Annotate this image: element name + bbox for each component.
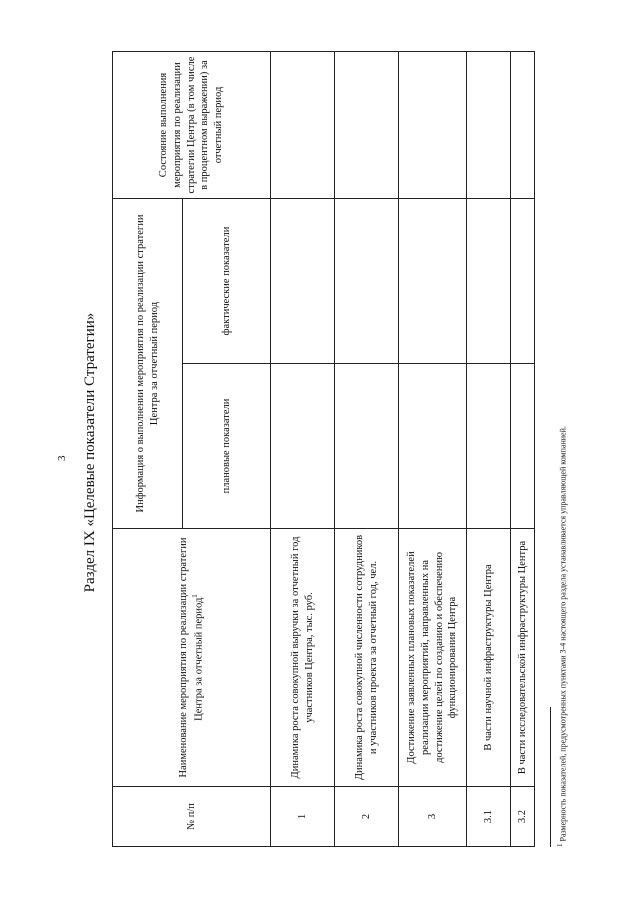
footnote-mark: 1 [556, 843, 564, 847]
footnote-divider [550, 707, 551, 847]
section-title: Раздел IX «Целевые показатели Стратегии» [82, 312, 98, 593]
row-planned [271, 364, 335, 529]
page-number: 3 [56, 455, 68, 461]
header-actual: фактические показатели [183, 199, 271, 364]
table-row [335, 52, 399, 847]
row-number: 2 [335, 787, 399, 847]
row-status [399, 52, 467, 199]
row-number: 3.1 [467, 787, 511, 847]
header-status: Состояние выполнения мероприятия по реализации стратегии Центра (в том числе в процентном выражении) за отчетный период [113, 52, 271, 199]
row-activity-name: Динамика роста совокупной выручки за отчетный год участников Центра, тыс. руб. [271, 529, 335, 787]
row-activity-name: Достижение заявленных плановых показателей реализации мероприятий, направленных на достижение целей по созданию и обеспечению функционирования Центра [399, 529, 467, 787]
row-status [271, 52, 335, 199]
row-number: 1 [271, 787, 335, 847]
table-header-row [113, 52, 183, 847]
footnote-ref: 1 [190, 594, 199, 598]
row-status [335, 52, 399, 199]
header-activity-name [113, 529, 271, 787]
header-activity-name-text: Наименование мероприятия по реализации стратегии Центра за отчетный период [177, 537, 205, 778]
table-row [271, 52, 335, 847]
row-activity-name: Динамика роста совокупной численности сотрудников и участников проекта за отчетный год, чел. [335, 529, 399, 787]
row-number: 3 [399, 787, 467, 847]
row-actual [511, 199, 535, 364]
table-row [399, 52, 467, 847]
table-row [511, 52, 535, 847]
header-number: № п/п [113, 787, 271, 847]
footnote [556, 67, 568, 847]
header-planned: плановые показатели [183, 364, 271, 529]
header-execution-info: Информация о выполнении мероприятия по реализации стратегии Центра за отчетный период [113, 199, 183, 529]
target-indicators-table [112, 51, 535, 847]
row-number: 3.2 [511, 787, 535, 847]
row-planned [467, 364, 511, 529]
row-actual [399, 199, 467, 364]
footnote-text: Размерность показателей, предусмотренных пунктами 3-4 настоящего раздела устанавливается управляющей компанией. [558, 426, 568, 842]
row-activity-name: В части научной инфраструктуры Центра [467, 529, 511, 787]
row-status [511, 52, 535, 199]
table-row [467, 52, 511, 847]
row-planned [511, 364, 535, 529]
row-activity-name: В части исследовательской инфраструктуры Центра [511, 529, 535, 787]
row-status [467, 52, 511, 199]
row-actual [335, 199, 399, 364]
row-planned [335, 364, 399, 529]
row-actual [467, 199, 511, 364]
row-planned [399, 364, 467, 529]
row-actual [271, 199, 335, 364]
